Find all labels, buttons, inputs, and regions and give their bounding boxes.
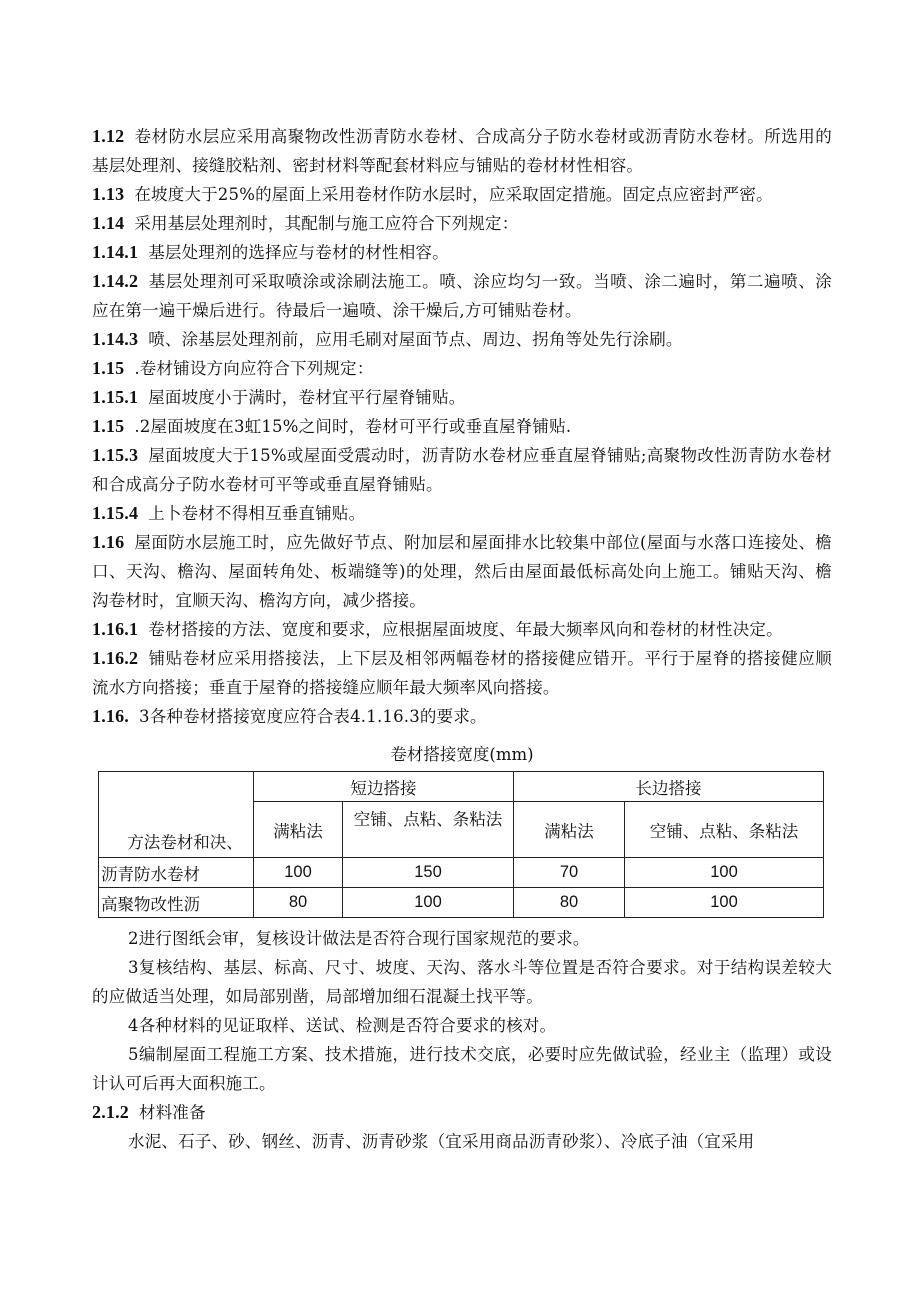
table-cell: 80 [254,888,343,918]
clause-number: 1.14.1 [92,242,139,262]
clause-text: 卷材防水层应采用高聚物改性沥青防水卷材、合成高分子防水卷材或沥青防水卷材。所选用的基层处理剂、接缝胶粘剂、密封材料等配套材料应与铺贴的卷材材性相容。 [92,127,832,175]
clause-number: 1.14 [92,213,125,233]
clause-number: 1.15 [92,358,125,378]
header-short-edge: 短边搭接 [254,772,514,802]
clause-text: 铺贴卷材应采用搭接法，上下层及相邻两幅卷材的搭接健应错开。平行于屋脊的搭接健应顺流水方向搭接；垂直于屋脊的搭接缝应顺年最大频率风向搭接。 [92,649,832,697]
clause-number: 1.13 [92,184,125,204]
table-row [99,858,824,888]
clause-text: 材料准备 [139,1103,206,1122]
clause-number: 2.1.2 [92,1102,129,1122]
clause-number: 1.16 [92,532,125,552]
clause-text: .2屋面坡度在3虹15%之间时，卷材可平行或垂直屋脊铺贴. [134,417,572,436]
table-cell: 80 [514,888,625,918]
header-sub-partial-bond-1: 空铺、点粘、条粘法 [343,802,514,858]
clause-number: 1.15.4 [92,503,139,523]
clause-text: 上卜卷材不得相互垂直铺贴。 [148,504,366,523]
paragraph-1-15-2 [92,412,832,441]
row-label: 高聚物改性沥 [99,888,254,918]
paragraph-1-16-1 [92,615,832,644]
paragraph-1-16 [92,528,832,615]
table-cell: 150 [343,858,514,888]
paragraph-1-14-3 [92,325,832,354]
paragraph-1-16-3 [92,702,832,731]
clause-number: 1.16.2 [92,648,139,668]
paragraph-1-15-1 [92,383,832,412]
clause-text: 基层处理剂的选择应与卷材的材性相容。 [148,243,449,262]
corner-label: 方法卷材和决、 [127,833,243,852]
clause-text: 喷、涂基层处理剂前，应用毛刷对屋面节点、周边、拐角等处先行涂刷。 [148,330,683,349]
table-cell: 100 [625,858,824,888]
clause-number: 1.16. [92,706,129,726]
table-cell: 100 [625,888,824,918]
paragraph-list-top [92,122,832,731]
clause-number: 1.16.1 [92,619,139,639]
paragraph-text: 2进行图纸会审，复核设计做法是否符合现行国家规范的要求。 [128,929,590,948]
document-body [92,122,832,1156]
header-long-edge: 长边搭接 [514,772,824,802]
paragraph-item-3 [92,953,832,1011]
paragraph-item-4 [92,1011,832,1040]
paragraph-text: 水泥、石子、砂、钢丝、沥青、沥青砂浆（宜采用商品沥青砂浆）、冷底子油（宜采用 [128,1132,755,1151]
row-label: 沥青防水卷材 [99,858,254,888]
clause-text: 在坡度大于25%的屋面上采用卷材作防水层时，应采取固定措施。固定点应密封严密。 [134,185,773,204]
paragraph-text: 3复核结构、基层、标高、尺寸、坡度、天沟、落水斗等位置是否符合要求。对于结构误差较大的应做适当处理，如局部别凿，局部增加细石混凝土找平等。 [92,958,832,1006]
table-caption: 卷材搭接宽度(mm) [390,745,534,764]
paragraph-1-13 [92,180,832,209]
paragraph-1-14-1 [92,238,832,267]
clause-text: 屋面防水层施工时，应先做好节点、附加层和屋面排水比较集中部位(屋面与水落口连接处、檐口、天沟、檐沟、屋面转角处、板端缝等)的处理，然后由屋面最低标高处向上施工。铺贴天沟、檐沟卷材时，宜顺天沟、檐沟方向，减少搭接。 [92,533,832,610]
clause-number: 1.15 [92,416,125,436]
header-sub-full-bond-2: 满粘法 [514,802,625,858]
paragraph-1-15-4 [92,499,832,528]
table-cell: 70 [514,858,625,888]
clause-number: 1.15.1 [92,387,139,407]
paragraph-1-14-2 [92,267,832,325]
section-2-1-2-heading [92,1098,832,1127]
paragraph-item-5 [92,1040,832,1098]
clause-number: 1.14.3 [92,329,139,349]
paragraph-1-16-2 [92,644,832,702]
clause-number: 1.12 [92,126,125,146]
paragraph-text: 4各种材料的见证取样、送试、检测是否符合要求的核对。 [128,1016,557,1035]
table-corner-header [99,772,254,858]
table-row [99,888,824,918]
paragraph-1-15 [92,354,832,383]
clause-text: 3各种卷材搭接宽度应符合表4.1.16.3的要求。 [139,707,487,726]
clause-text: 屋面坡度小于满时，卷材宜平行屋脊铺贴。 [148,388,466,407]
table-cell: 100 [254,858,343,888]
header-sub-full-bond-1: 满粘法 [254,802,343,858]
clause-number: 1.15.3 [92,445,139,465]
clause-text: 卷材搭接的方法、宽度和要求，应根据屋面坡度、年最大频率风向和卷材的材性决定。 [148,620,783,639]
paragraph-1-14 [92,209,832,238]
clause-number: 1.14.2 [92,271,139,291]
paragraph-1-15-3 [92,441,832,499]
table-cell: 100 [343,888,514,918]
paragraph-item-2 [92,924,832,953]
clause-text: 采用基层处理剂时，其配制与施工应符合下列规定： [134,214,519,233]
paragraph-materials [92,1127,832,1156]
paragraph-1-12 [92,122,832,180]
clause-text: 基层处理剂可采取喷涂或涂刷法施工。喷、涂应均匀一致。当喷、涂二遍时，第二遍喷、涂应在第一遍干燥后进行。待最后一遍喷、涂干燥后,方可铺贴卷材。 [92,272,832,320]
paragraph-text: 5编制屋面工程施工方案、技术措施，进行技术交底，必要时应先做试验，经业主（监理）或设计认可后再大面积施工。 [92,1045,832,1093]
header-sub-partial-bond-2: 空铺、点粘、条粘法 [625,802,824,858]
clause-text: 屋面坡度大于15%或屋面受震动时，沥青防水卷材应垂直屋脊铺贴;高聚物改性沥青防水卷材和合成高分子防水卷材可平等或垂直屋脊铺贴。 [92,446,832,494]
clause-text: .卷材铺设方向应符合下列规定： [134,359,374,378]
paragraph-list-bottom [92,924,832,1156]
lap-width-table [98,771,824,918]
